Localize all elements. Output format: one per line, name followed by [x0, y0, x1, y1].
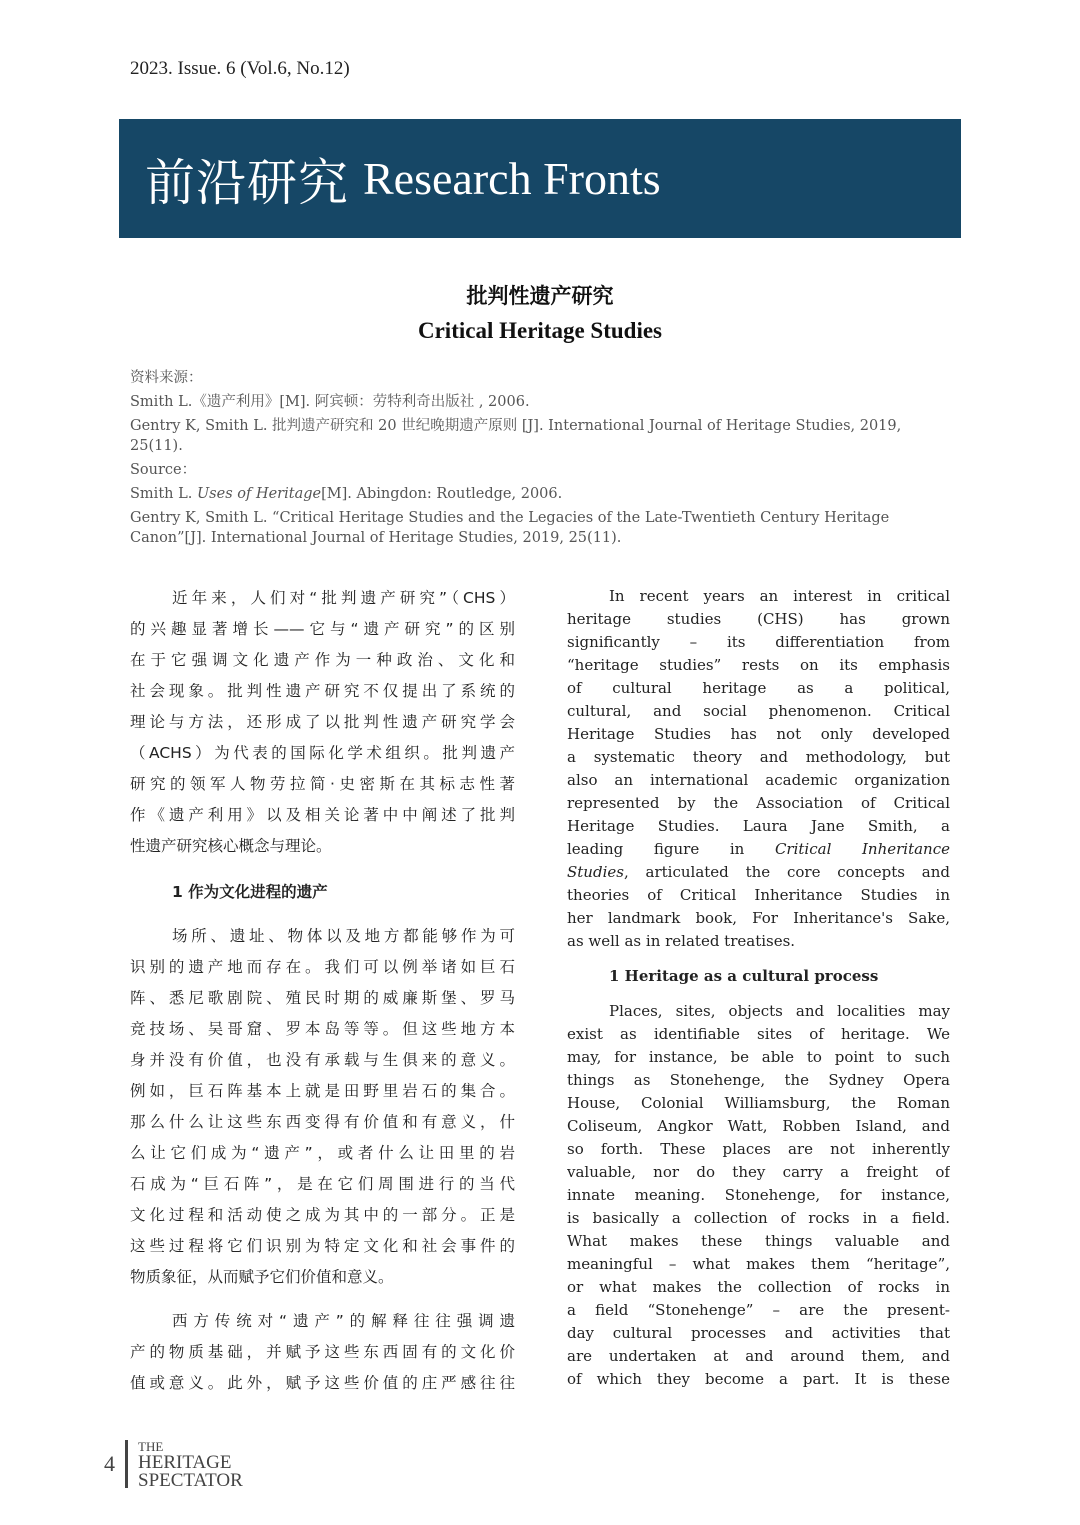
reference-en-1-authors: Smith L.: [130, 486, 197, 502]
paragraph-line: 例如，巨石阵基本上就是田野里岩石的集合。: [130, 1082, 515, 1100]
paragraph-line: exist as identifiable sites of heritage. We: [567, 1025, 950, 1043]
reference-cn-1: Smith L.《遗产利用》[M]. 阿宾顿：劳特利奇出版社 , 2006.: [130, 394, 530, 410]
paragraph-line: 场所、遗址、物体以及地方都能够作为可: [172, 927, 515, 945]
reference-en-1: [130, 484, 950, 504]
paragraph-line: significantly – its differentiation from: [567, 633, 950, 651]
paragraph-line: 石成为“巨石阵”，是在它们周围进行的当代: [130, 1175, 515, 1193]
paragraph-line: 物质象征，从而赋予它们价值和意义。: [130, 1268, 394, 1286]
paragraph-line: [567, 861, 950, 884]
paragraph-line: a systematic theory and methodology, but: [567, 748, 950, 766]
paragraph-line: 竞技场、吴哥窟、罗本岛等等。但这些地方本: [130, 1020, 515, 1038]
reference-en-2: Gentry K, Smith L. “Critical Heritage Studies and the Legacies of the Late-Twentieth Century Heritage Canon”[J]. International Journal of Heritage Studies, 2019, 25(11).: [130, 510, 890, 546]
section-title-en: Research Fronts: [363, 153, 661, 204]
paragraph-line: theories of Critical Inheritance Studies in: [567, 886, 950, 904]
paragraph-line: 西方传统对“遗产”的解释往往强调遗: [172, 1312, 515, 1330]
paragraph-line: （ACHS）为代表的国际化学术组织。批判遗产: [130, 744, 515, 762]
paragraph-line: of which they become a part. It is these: [567, 1370, 950, 1388]
paragraph-line: 性遗产研究核心概念与理论。: [130, 837, 332, 855]
paragraph-line: 社会现象。批判性遗产研究不仅提出了系统的: [130, 682, 515, 700]
paragraph-line: 阵、悉尼歌剧院、殖民时期的威廉斯堡、罗马: [130, 989, 515, 1007]
paragraph-line: are undertaken at and around them, and: [567, 1347, 950, 1365]
paragraph-line: Places, sites, objects and localities may: [609, 1002, 950, 1020]
paragraph-line: House, Colonial Williamsburg, the Roman: [567, 1094, 950, 1112]
paragraph-line: 产的物质基础，并赋予这些东西固有的文化价: [130, 1343, 515, 1361]
text-run: , articulated the core concepts and: [623, 863, 950, 881]
references-label-cn: 资料来源：: [130, 370, 203, 386]
paragraph-line: Heritage Studies. Laura Jane Smith, a: [567, 817, 950, 835]
paragraph-line: 研究的领军人物劳拉简·史密斯在其标志性著: [130, 775, 515, 793]
paragraph-line: [567, 838, 950, 861]
paragraph-line: In recent years an interest in critical: [609, 587, 950, 605]
references: [130, 368, 950, 552]
logo-line-3: SPECTATOR: [138, 1469, 243, 1491]
paragraph-line: 作《遗产利用》以及相关论著中中阐述了批判: [130, 806, 515, 824]
paragraph-line: things as Stonehenge, the Sydney Opera: [567, 1071, 950, 1089]
paragraph-line: 那么什么让这些东西变得有价值和有意义，什: [130, 1113, 515, 1131]
paragraph-line: 在于它强调文化遗产作为一种政治、文化和: [130, 651, 515, 669]
paragraph-line: 文化过程和活动使之成为其中的一部分。正是: [130, 1206, 515, 1224]
paragraph-line: 值或意义。此外，赋予这些价值的庄严感往往: [130, 1374, 515, 1392]
paragraph-line: may, for instance, be able to point to such: [567, 1048, 950, 1066]
italic-term: Studies: [567, 863, 624, 881]
paragraph-line: also an international academic organization: [567, 771, 950, 789]
paragraph-line: valuable, nor do they carry a freight of: [567, 1163, 950, 1181]
reference-en-1-title: Uses of Heritage: [196, 486, 322, 502]
paragraph-line: of cultural heritage as a political,: [567, 679, 950, 697]
logo-line-1: THE: [138, 1438, 164, 1454]
page-footer: [104, 1438, 243, 1491]
paragraph-line: 近年来，人们对“批判遗产研究”（CHS）: [172, 589, 515, 607]
article-title-cn: 批判性遗产研究: [466, 284, 614, 308]
reference-en-1-publisher: [M]. Abingdon: Routledge, 2006.: [321, 486, 563, 502]
paragraph-line: 的兴趣显著增长——它与“遗产研究”的区别: [130, 620, 515, 638]
paragraph-line: as well as in related treatises.: [567, 932, 796, 950]
issue-info: 2023. Issue. 6 (Vol.6, No.12): [130, 58, 350, 79]
section-heading-cn: 1 作为文化进程的遗产: [172, 883, 328, 901]
paragraph-line: 么让它们成为“遗产”，或者什么让田里的岩: [130, 1144, 515, 1162]
paragraph-line: 理论与方法，还形成了以批判性遗产研究学会: [130, 713, 515, 731]
paragraph-line: 识别的遗产地而存在。我们可以例举诸如巨石: [130, 958, 515, 976]
paragraph-line: so forth. These places are not inherently: [567, 1140, 950, 1158]
paragraph-line: day cultural processes and activities that: [567, 1324, 950, 1342]
paragraph-line: heritage studies (CHS) has grown: [567, 610, 950, 628]
paragraph-line: a field “Stonehenge” – are the present-: [567, 1301, 950, 1319]
paragraph-line: is basically a collection of rocks in a field.: [567, 1209, 950, 1227]
paragraph-line: Heritage Studies has not only developed: [567, 725, 950, 743]
paragraph-line: or what makes the collection of rocks in: [567, 1278, 950, 1296]
footer-divider: [125, 1440, 128, 1488]
paragraph-line: innate meaning. Stonehenge, for instance,: [567, 1186, 950, 1204]
reference-cn-2: Gentry K, Smith L. 批判遗产研究和 20 世纪晚期遗产原则 [J]. International Journal of Heritage Studies, 2019, 25(11).: [130, 418, 902, 454]
paragraph-line: her landmark book, For Inheritance's Sake,: [567, 909, 950, 927]
italic-term: Critical Inheritance: [774, 840, 950, 858]
paragraph-line: Coliseum, Angkor Watt, Robben Island, and: [567, 1117, 950, 1135]
logo-line-2: HERITAGE: [138, 1451, 232, 1473]
references-label-en: Source：: [130, 462, 197, 478]
publication-logo: [138, 1439, 243, 1490]
paragraph-line: “heritage studies” rests on its emphasis: [567, 656, 950, 674]
paragraph-line: represented by the Association of Critical: [567, 794, 950, 812]
body-column-cn: [130, 583, 515, 1399]
article-title-en: Critical Heritage Studies: [417, 318, 662, 343]
paragraph-line: meaningful – what makes them “heritage”,: [567, 1255, 950, 1273]
page-number: 4: [104, 1451, 115, 1476]
text-run: leading figure in: [567, 840, 775, 858]
paragraph-line: cultural, and social phenomenon. Critical: [567, 702, 950, 720]
paragraph-line: 身并没有价值，也没有承载与生俱来的意义。: [130, 1051, 515, 1069]
paragraph-line: What makes these things valuable and: [567, 1232, 950, 1250]
section-banner: [119, 119, 961, 238]
body-column-en: [567, 585, 950, 1391]
section-title-cn: 前沿研究: [145, 153, 349, 212]
section-heading-en: 1 Heritage as a cultural process: [609, 967, 879, 985]
paragraph-line: 这些过程将它们识别为特定文化和社会事件的: [130, 1237, 515, 1255]
